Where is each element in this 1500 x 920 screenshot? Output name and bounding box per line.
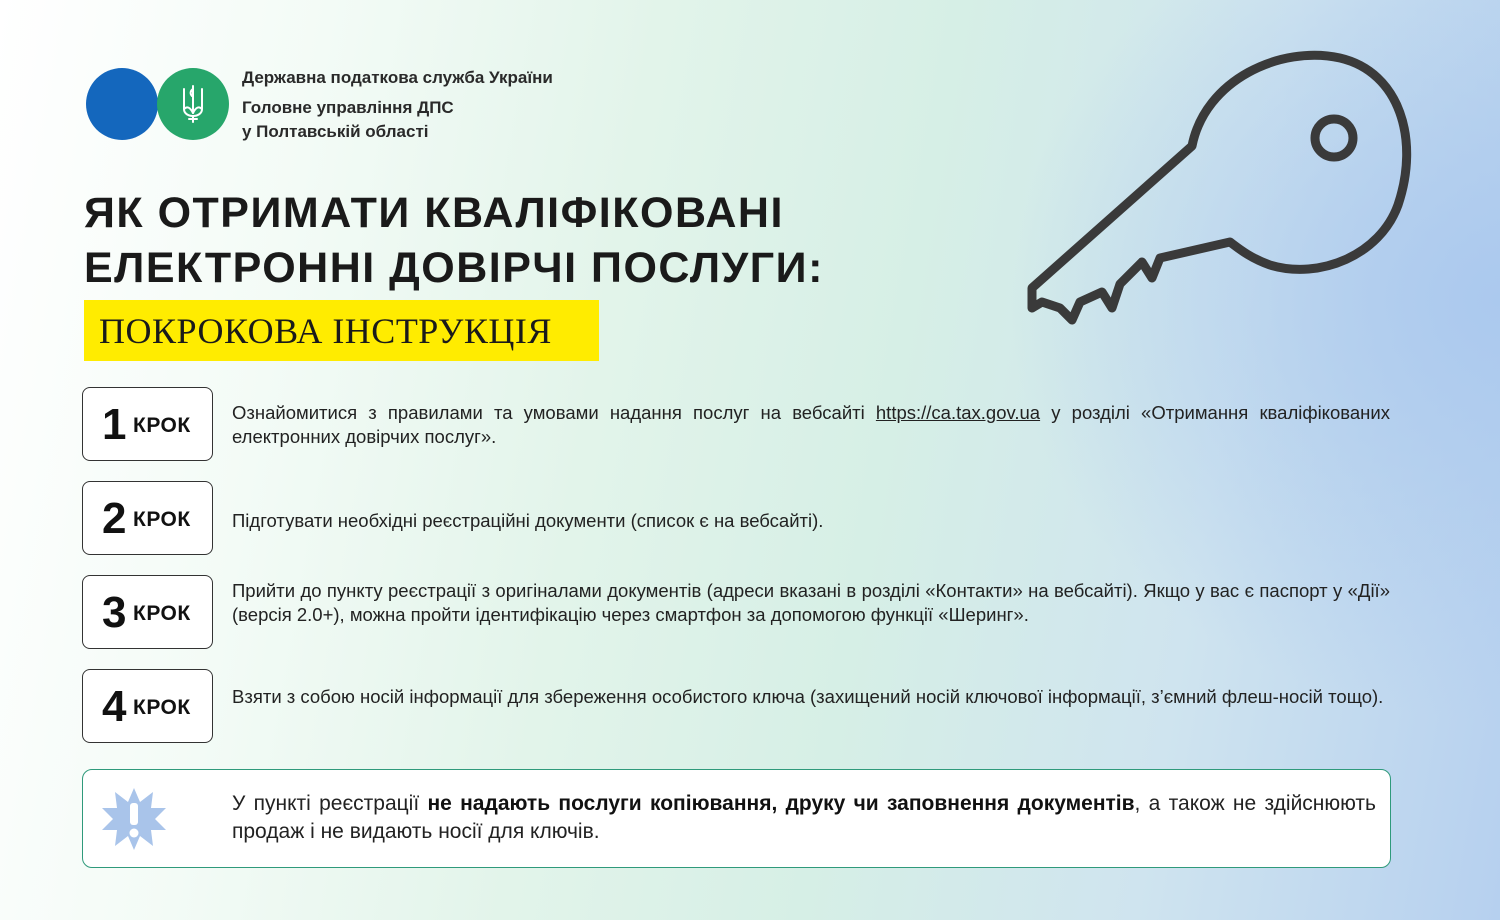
step-2-text: Підготувати необхідні реєстраційні документи (список є на вебсайті). [232,510,824,531]
website-link[interactable]: https://ca.tax.gov.ua [875,402,1041,423]
step-label: КРОК [133,696,191,719]
notice-box [82,769,1391,868]
step-3-text: Прийти до пункту реєстрації з оригіналами документів (адреси вказані в розділі «Контакти» на вебсайті). Якщо у вас є паспорт у «Дії» (версія 2.0+), можна пройти ідентифікацію через смартфон за допомогою функції «Шеринг». [232,580,1390,625]
org-line-2: Головне управління ДПС [242,98,454,117]
step-2-badge [82,481,213,555]
title-line-2: ЕЛЕКТРОННІ ДОВІРЧІ ПОСЛУГИ: [84,244,824,292]
step-number: 1 [102,400,127,449]
notice-prefix: У пункті реєстрації [232,792,428,815]
page-title [84,186,824,296]
exclamation-burst-icon [101,786,167,852]
step-1-text [232,401,1390,449]
step-number: 2 [102,494,127,543]
step-3-badge [82,575,213,649]
org-line-1: Державна податкова служба України [242,68,553,87]
step-label: КРОК [133,508,191,531]
organization-name [242,66,553,144]
subtitle: ПОКРОКОВА ІНСТРУКЦІЯ [99,311,552,351]
title-line-1: ЯК ОТРИМАТИ КВАЛІФІКОВАНІ [84,189,784,237]
step-label: КРОК [133,414,191,437]
step-1-text-after: у розділі «Отримання кваліфікованих електронних довірчих послуг». [232,402,1390,447]
org-line-3: у Полтавській області [242,122,429,141]
logo-green-circle [157,68,229,140]
notice-text [232,790,1376,846]
step-number: 3 [102,588,127,637]
key-icon [1020,40,1420,340]
step-label: КРОК [133,602,191,625]
notice-bold: не надають послуги копіювання, друку чи заповнення документів [427,792,1135,815]
step-1-text-before: Ознайомитися з правилами та умовами надання послуг на вебсайті [232,402,876,423]
notice-suffix: , а також не здійснюють продаж і не видають носії для ключів. [232,792,1376,843]
step-4-text: Взяти з собою носій інформації для збереження особистого ключа (захищений носій ключової інформації, з’ємний флеш-носій тощо). [232,686,1384,707]
step-1-badge [82,387,213,461]
trident-emblem-icon [181,83,205,125]
logo-blue-circle [86,68,158,140]
step-number: 4 [102,682,127,731]
step-4-badge [82,669,213,743]
